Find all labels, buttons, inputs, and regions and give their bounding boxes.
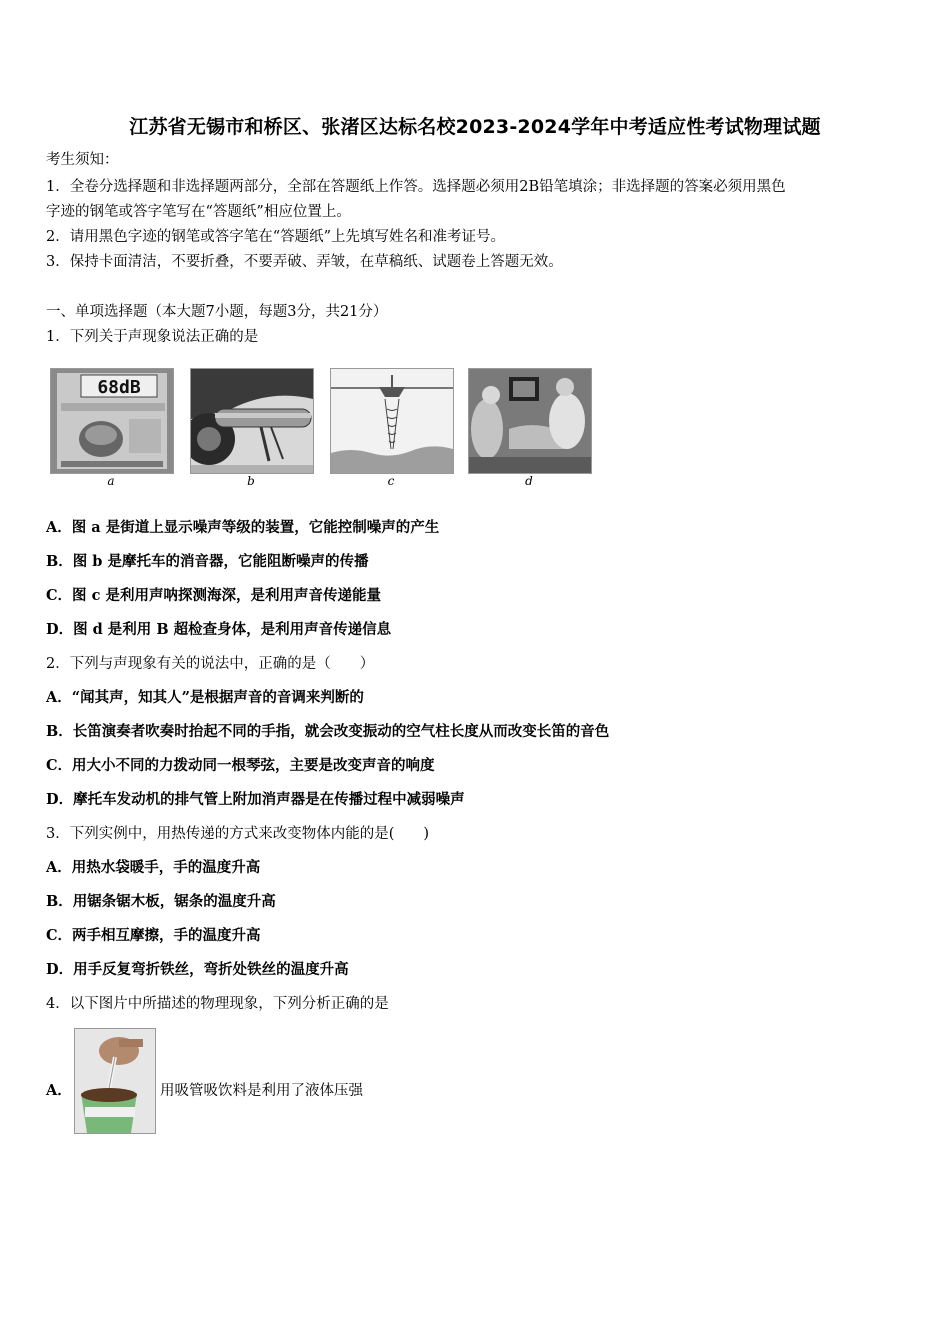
notice-item: 2．请用黑色字迹的钢笔或答字笔在“答题纸”上先填写姓名和准考证号。 — [46, 229, 506, 245]
option-d: D．图 d 是利用 B 超检查身体，是利用声音传递信息 — [46, 621, 392, 638]
option-d: D．摩托车发动机的排气管上附加消声器是在传播过程中减弱噪声 — [46, 791, 465, 808]
option-c: C．两手相互摩擦，手的温度升高 — [46, 927, 261, 944]
notice-item: 3．保持卡面清洁，不要折叠，不要弄破、弄皱，在草稿纸、试题卷上答题无效。 — [46, 254, 563, 270]
option-a: A．图 a 是街道上显示噪声等级的装置，它能控制噪声的产生 — [46, 519, 440, 536]
option-d: D．用手反复弯折铁丝，弯折处铁丝的温度升高 — [46, 961, 349, 978]
option-c: C．用大小不同的力拨动同一根琴弦，主要是改变声音的响度 — [46, 757, 435, 774]
ultrasound-image — [468, 368, 592, 474]
section-heading: 一、单项选择题（本大题7小题，每题3分，共21分） — [46, 304, 388, 320]
option-b: B．图 b 是摩托车的消音器，它能阻断噪声的传播 — [46, 553, 369, 570]
option-c: C．图 c 是利用声呐探测海深，是利用声音传递能量 — [46, 587, 381, 604]
option-b: B．长笛演奏者吹奏时抬起不同的手指，就会改变振动的空气柱长度从而改变长笛的音色 — [46, 723, 610, 740]
option-b: B．用锯条锯木板，锯条的温度升高 — [46, 893, 276, 910]
question-stem: 1．下列关于声现象说法正确的是 — [46, 329, 259, 345]
q4-option-a — [46, 1028, 446, 1132]
option-a: A．“闻其声，知其人”是根据声音的音调来判断的 — [46, 689, 364, 706]
question-stem: 2．下列与声现象有关的说法中，正确的是（ ） — [46, 656, 375, 672]
notice-item: 1．全卷分选择题和非选择题两部分，全部在答题纸上作答。选择题必须用2B铅笔填涂；非选择题的答案必须用黑色 — [46, 179, 786, 195]
option-text: 用吸管吸饮料是利用了液体压强 — [160, 1083, 363, 1099]
figure-caption: c — [387, 474, 395, 488]
figure-caption: d — [525, 474, 533, 488]
option-label: A． — [46, 1082, 72, 1099]
notice-item: 字迹的钢笔或答字笔写在“答题纸”相应位置上。 — [46, 204, 351, 220]
question-stem: 4．以下图片中所描述的物理现象，下列分析正确的是 — [46, 996, 389, 1012]
noise-meter-image — [50, 368, 174, 474]
muffler-image — [190, 368, 314, 474]
meter-reading: 68dB — [97, 377, 141, 398]
q1-figures — [50, 368, 610, 492]
page-title: 江苏省无锡市和桥区、张渚区达标名校2023-2024学年中考适应性考试物理试题 — [129, 116, 821, 138]
notice-heading: 考生须知： — [46, 152, 119, 168]
question-stem: 3．下列实例中，用热传递的方式来改变物体内能的是( ) — [46, 826, 430, 842]
straw-drink-image — [74, 1028, 156, 1134]
option-a: A．用热水袋暖手，手的温度升高 — [46, 859, 261, 876]
figure-caption: a — [107, 474, 115, 488]
figure-caption: b — [247, 474, 255, 488]
sonar-image — [330, 368, 454, 474]
